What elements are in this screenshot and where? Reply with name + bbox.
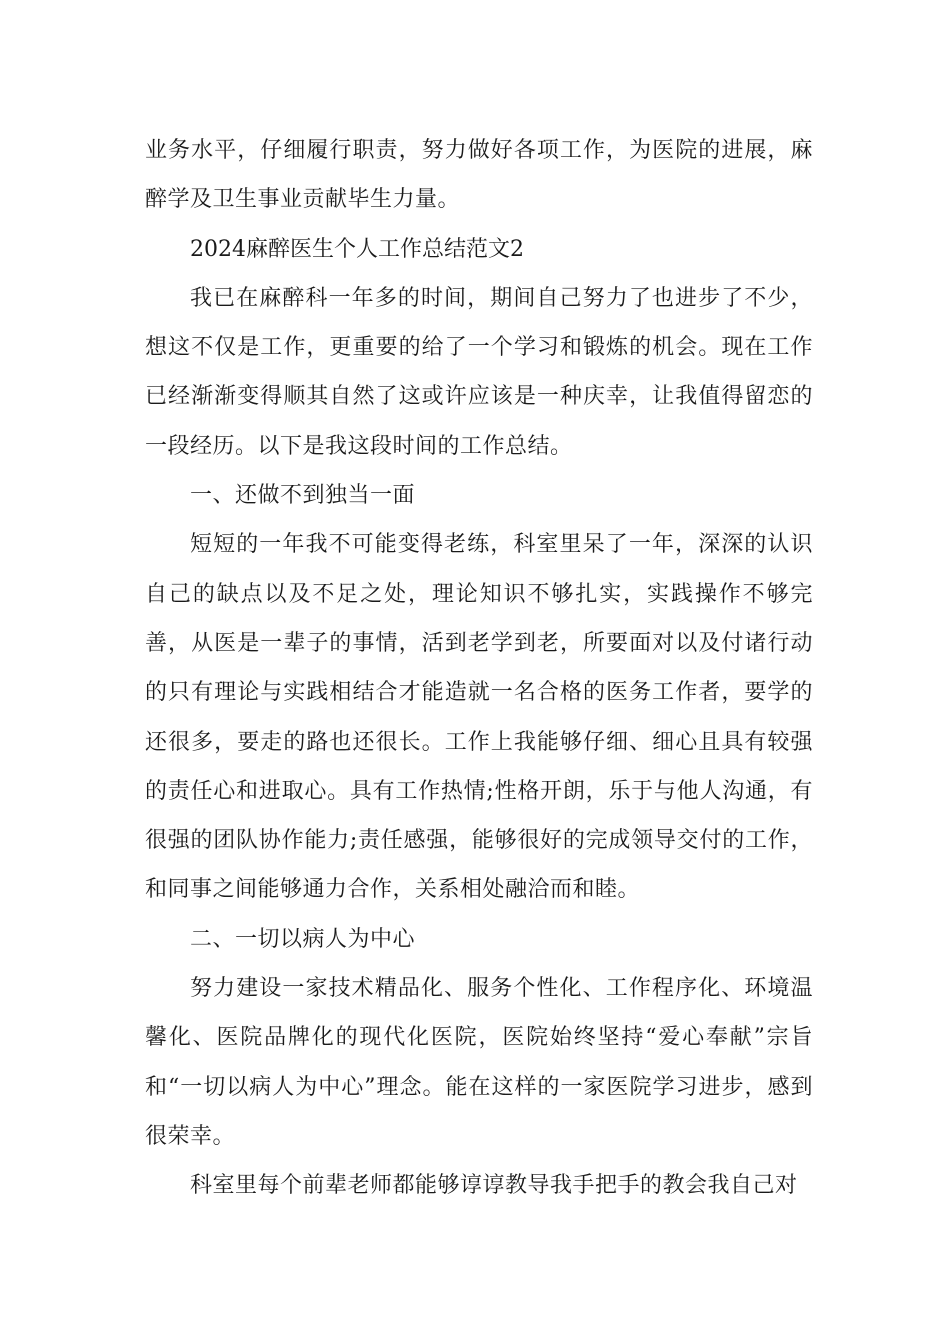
paragraph-intro: 我已在麻醉科一年多的时间，期间自己努力了也进步了不少，想这不仅是工作，更重要的给了一个学习和锻炼的机会。现在工作已经渐渐变得顺其自然了这或许应该是一种庆幸，让我值得留恋的一段经历。以下是我这段时间的工作总结。 xyxy=(145,285,813,459)
section-title: 2024麻醉医生个人工作总结范文2 xyxy=(190,236,524,262)
heading-one: 一、还做不到独当一面 xyxy=(190,483,416,509)
paragraph-one: 短短的一年我不可能变得老练，科室里呆了一年，深深的认识自己的缺点以及不足之处，理论知识不够扎实，实践操作不够完善，从医是一辈子的事情，活到老学到老，所要面对以及付诸行动的只有理论与实践相结合才能造就一名合格的医务工作者，要学的还很多，要走的路也还很长。工作上我能够仔细、细心且具有较强的责任心和进取心。具有工作热情;性格开朗，乐于与他人沟通，有很强的团队协作能力;责任感强，能够很好的完成领导交付的工作，和同事之间能够通力合作，关系相处融洽而和睦。 xyxy=(145,532,813,903)
heading-two: 二、一切以病人为中心 xyxy=(190,926,416,952)
document-body xyxy=(145,126,813,1211)
paragraph-three: 科室里每个前辈老师都能够谆谆教导我手把手的教会我自己对 xyxy=(190,1173,798,1199)
paragraph-continuation: 业务水平，仔细履行职责，努力做好各项工作，为医院的进展，麻醉学及卫生事业贡献毕生力量。 xyxy=(145,138,813,213)
paragraph-two: 努力建设一家技术精品化、服务个性化、工作程序化、环境温馨化、医院品牌化的现代化医院，医院始终坚持“爱心奉献”宗旨和“一切以病人为中心”理念。能在这样的一家医院学习进步，感到很荣幸。 xyxy=(145,976,813,1149)
